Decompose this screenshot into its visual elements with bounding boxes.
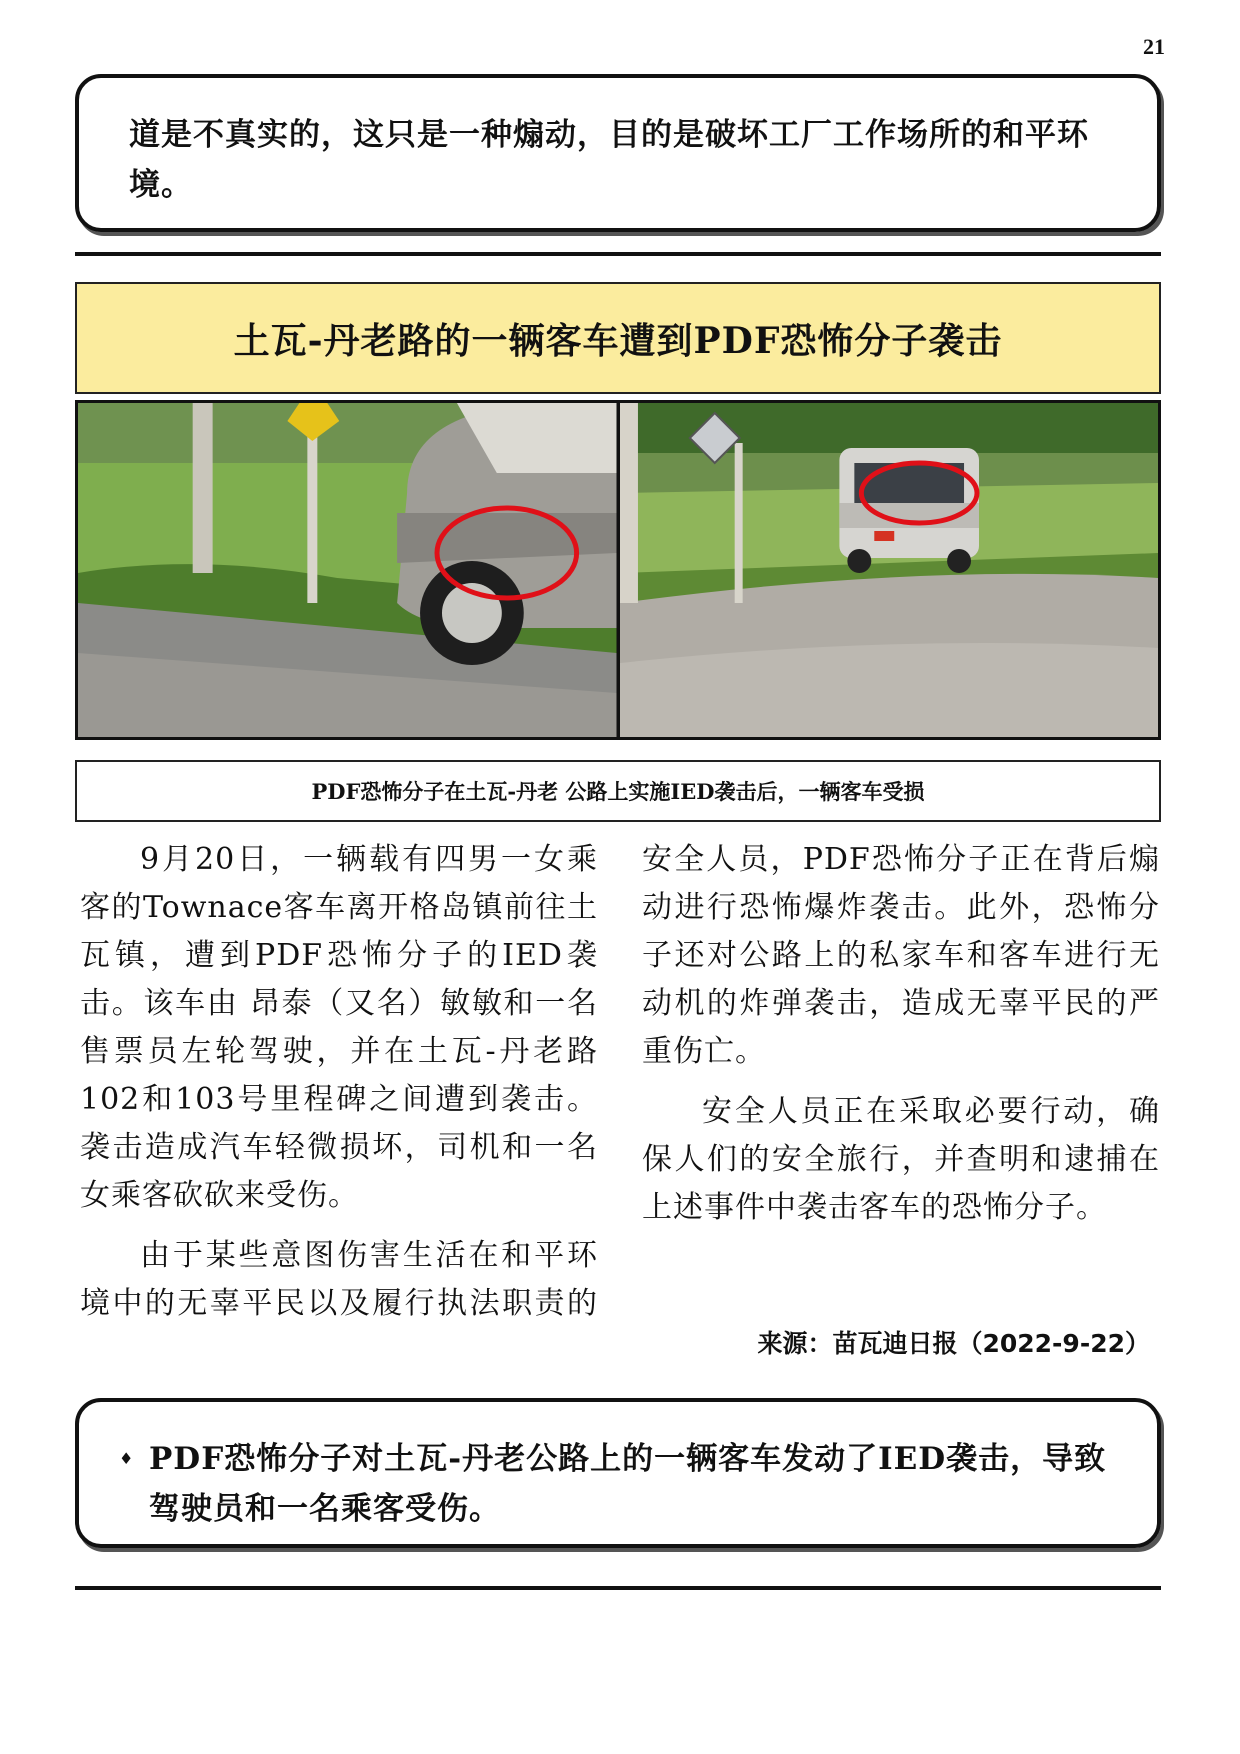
summary-row [119, 1434, 1135, 1534]
photo-caption: PDF恐怖分子在土瓦-丹老 公路上实施IED袭击后，一辆客车受损 [75, 760, 1161, 822]
article-headline: 土瓦-丹老路的一辆客车遭到PDF恐怖分子袭击 [75, 282, 1161, 394]
summary-box [75, 1398, 1161, 1548]
diamond-bullet-icon: ♦ [119, 1449, 134, 1468]
article-source: 来源：苗瓦迪日报（2022-9-22） [757, 1329, 1150, 1358]
photo-damaged-van-roadside [617, 403, 1159, 737]
divider-line-bottom [75, 1586, 1161, 1590]
article-paragraph-1: 9月20日，一辆载有四男一女乘客的Townace客车离开格岛镇前往土瓦镇，遭到PDF恐怖分子的IED袭击。该车由 昂泰（又名）敏敏和一名售票员左轮驾驶，并在土瓦-丹老路102和103号里程碑之间遭到袭击。袭击造成汽车轻微损坏，司机和一名女乘客砍砍来受伤。 [80, 842, 598, 1213]
photo-strip [75, 400, 1161, 740]
continued-text: 道是不真实的，这只是一种煽动，目的是破坏工厂工作场所的和平环境。 [129, 117, 1089, 203]
page-number: 21 [1143, 34, 1165, 59]
divider-line [75, 252, 1161, 256]
summary-text: PDF恐怖分子对土瓦-丹老公路上的一辆客车发动了IED袭击，导致驾驶员和一名乘客受伤。 [149, 1441, 1107, 1527]
article-paragraph-2: 由于某些意图伤害生活在和平环境中的无辜平民以及履行执法职责的安全人员，PDF恐怖分子正在背后煽动进行恐怖爆炸袭击。此外，恐怖分子还对公路上的私家车和客车进行无动机的炸弹袭击，造成无辜平民的严重伤亡。 [80, 842, 1160, 1321]
photo-damaged-van-closeup [78, 403, 617, 737]
article-body [80, 836, 1160, 1328]
continued-text-box [75, 74, 1161, 232]
article-paragraph-3: 安全人员正在采取必要行动，确保人们的安全旅行，并查明和逮捕在上述事件中袭击客车的恐怖分子。 [642, 1094, 1160, 1225]
